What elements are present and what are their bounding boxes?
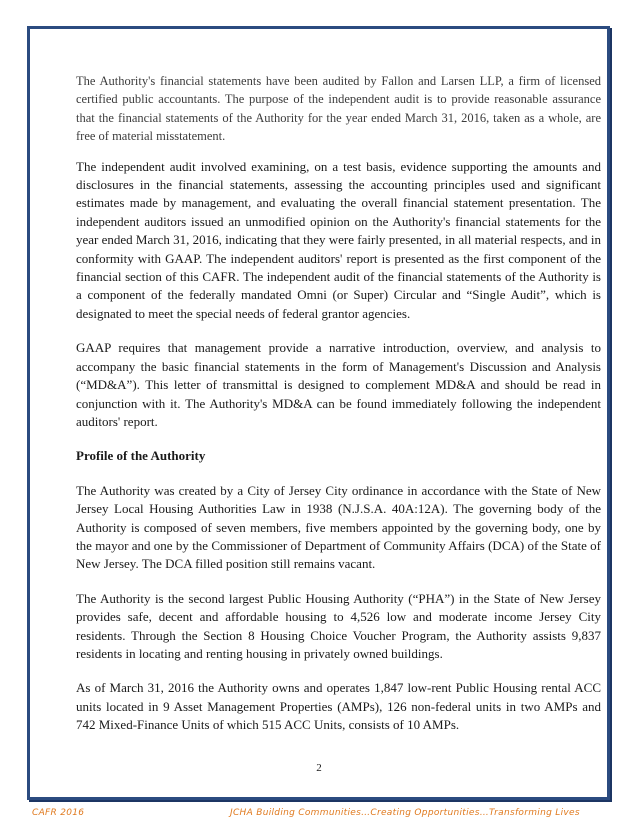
document-body (76, 72, 601, 751)
footer-report-title: CAFR 2016 (32, 808, 85, 818)
page-number: 2 (316, 762, 322, 774)
footer-tagline: JCHA Building Communities…Creating Opportunities…Transforming Lives (230, 808, 580, 818)
section-heading-profile: Profile of the Authority (76, 448, 206, 464)
page-footer (32, 808, 612, 824)
paragraph-gaap-mda: GAAP requires that management provide a narrative introduction, overview, and analysis to accompany the basic financial statements in the form of Management's Discussion and Analysis (“MD&A”). This letter of transmittal is designed to complement MD&A and should be read in conjunction with it. The Authority's MD&A can be found immediately following the independent auditors' report. (76, 340, 601, 429)
paragraph-audit-intro: The Authority's financial statements have been audited by Fallon and Larsen LLP, a firm of licensed certified public accountants. The purpose of the independent audit is to provide reasonable assurance that the financial statements of the Authority for the year ended March 31, 2016, taken as a whole, are free of material misstatement. (76, 74, 601, 144)
paragraph-authority-creation: The Authority was created by a City of Jersey City ordinance in accordance with the State of New Jersey Local Housing Authorities Law in 1938 (N.J.S.A. 40A:12A). The governing body of the Authority is composed of seven members, five members appointed by the governing body, one by the mayor and one by the Commissioner of Department of Community Affairs (DCA) of the State of New Jersey. The DCA filled position still remains vacant. (76, 482, 601, 572)
paragraph-authority-pha: The Authority is the second largest Public Housing Authority (“PHA”) in the State of New Jersey provides safe, decent and affordable housing to 4,526 low and moderate income Jersey City residents. Through the Section 8 Housing Choice Voucher Program, the Authority assists 9,837 residents in locating and renting housing in privately owned buildings. (76, 590, 601, 661)
paragraph-independent-audit: The independent audit involved examining, on a test basis, evidence supporting the amounts and disclosures in the financial statements, assessing the accounting principles used and significant estimates made by management, and evaluating the overall financial statement presentation. The independent auditors issued an unmodified opinion on the Authority's financial statements for the year ended March 31, 2016, indicating that they were fairly presented, in all material respects, and in conformity with GAAP. The independent auditors' report is presented as the first component of the financial section of this CAFR. The independent audit of the financial statements of the Authority is a component of the federally mandated Omni (or Super) Circular and “Single Audit”, which is designated to meet the special needs of federal grantor agencies. (76, 158, 601, 321)
paragraph-authority-units: As of March 31, 2016 the Authority owns and operates 1,847 low-rent Public Housing rental ACC units located in 9 Asset Management Properties (AMPs), 126 non-federal units in two AMPs and 742 Mixed-Finance Units of which 515 ACC Units, consists of 10 AMPs. (76, 680, 601, 733)
